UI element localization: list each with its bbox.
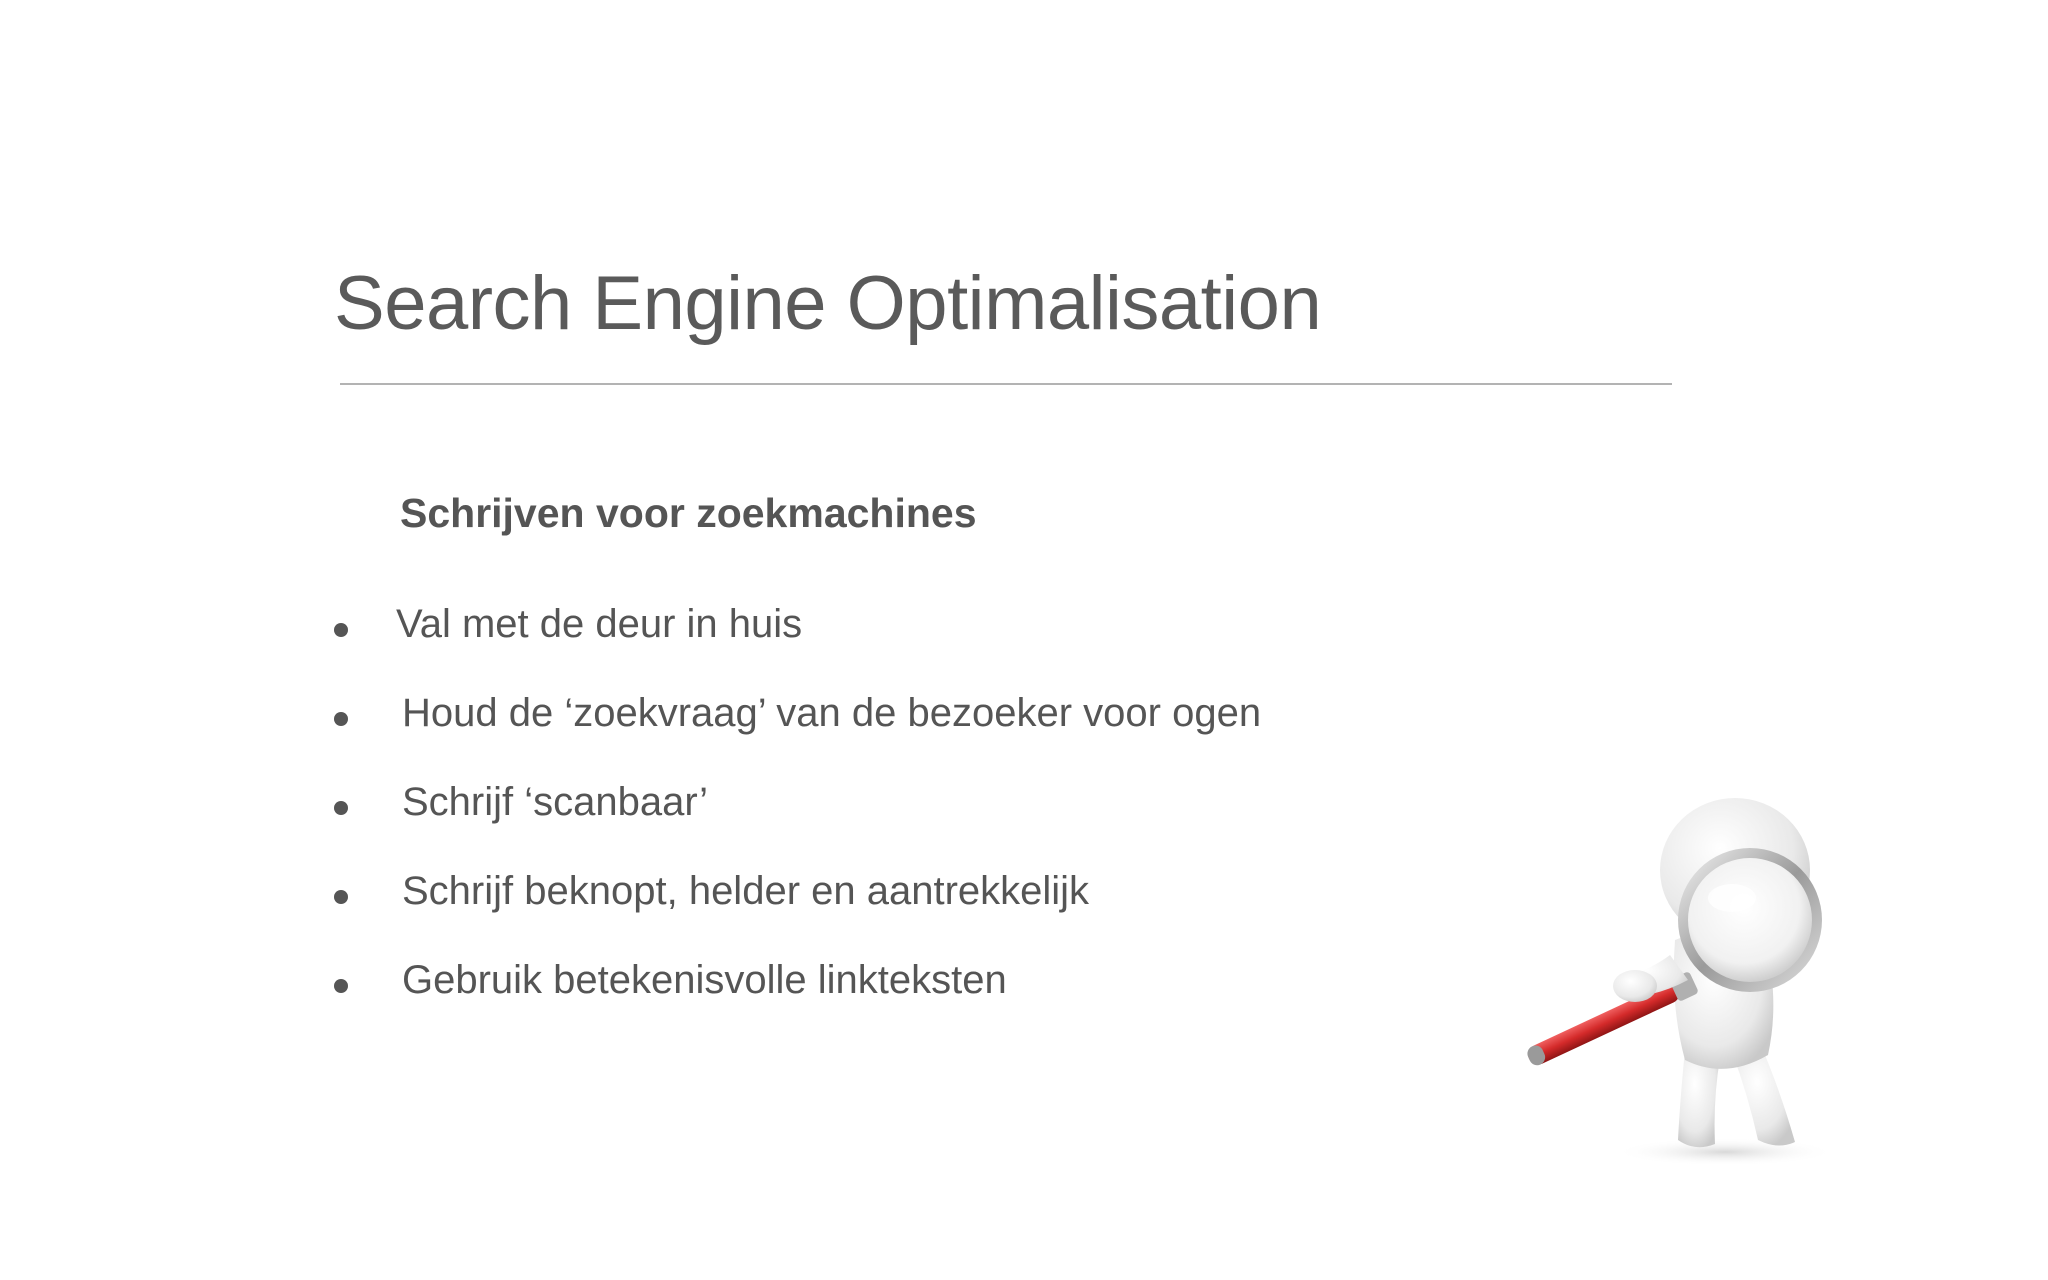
bullet-text: Houd de ‘zoekvraag’ van de bezoeker voor ogen — [402, 691, 1262, 735]
magnifying-glass-figure-icon — [1510, 790, 1870, 1170]
bullet-icon — [334, 712, 348, 726]
bullet-icon — [334, 623, 348, 637]
bullet-text: Schrijf beknopt, helder en aantrekkelijk — [402, 869, 1090, 913]
bullet-icon — [334, 979, 348, 993]
title-divider — [340, 383, 1672, 385]
bullet-text: Schrijf ‘scanbaar’ — [402, 780, 709, 824]
slide-subheading: Schrijven voor zoekmachines — [400, 490, 977, 536]
bullet-text: Gebruik betekenisvolle linkteksten — [402, 958, 1007, 1002]
bullet-icon — [334, 890, 348, 904]
bullet-text: Val met de deur in huis — [396, 602, 803, 646]
bullet-icon — [334, 801, 348, 815]
slide-title: Search Engine Optimalisation — [334, 261, 1322, 346]
